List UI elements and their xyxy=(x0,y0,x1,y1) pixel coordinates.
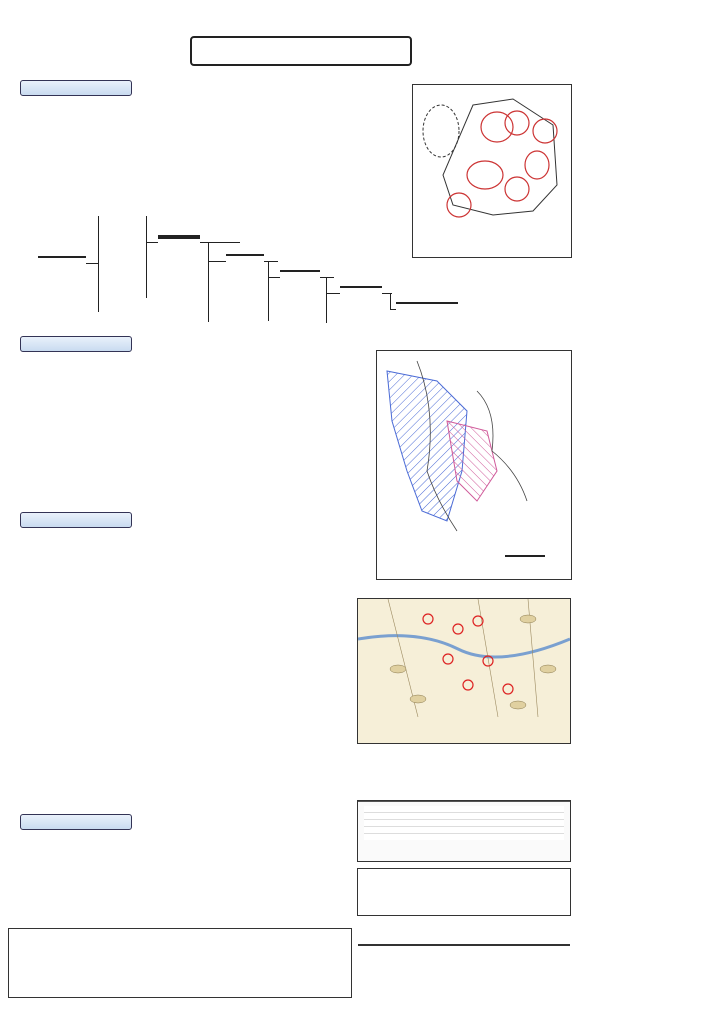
section-4-heading xyxy=(20,814,132,830)
acknowledgement-box xyxy=(8,928,352,998)
photo-column xyxy=(578,40,720,1018)
district-outline-svg xyxy=(413,85,571,225)
takimi-title xyxy=(358,801,570,802)
nanae-box xyxy=(158,235,200,239)
code-table-box xyxy=(358,944,570,946)
town-box xyxy=(396,302,458,304)
legend-box xyxy=(357,868,571,916)
takimi-note xyxy=(357,800,571,862)
section-4-text xyxy=(22,830,357,860)
sanage-box xyxy=(280,270,320,272)
tokai-lake-map xyxy=(376,350,572,580)
section-3-heading xyxy=(20,512,132,528)
toyota-box xyxy=(340,286,382,288)
section-2-heading xyxy=(20,336,132,352)
section-3-text-top xyxy=(22,529,367,589)
shoho-map-svg xyxy=(358,599,570,717)
shoho-map xyxy=(357,598,571,744)
scale-bar xyxy=(505,555,545,557)
section-1-heading xyxy=(20,80,132,96)
school-district-map xyxy=(412,84,572,258)
section-3-text-bottom xyxy=(22,746,570,761)
page-title xyxy=(190,36,412,66)
ishino-box xyxy=(226,254,264,256)
tokai-lake-svg xyxy=(377,351,571,551)
section-2-text xyxy=(22,354,377,369)
origin-box xyxy=(38,256,86,258)
